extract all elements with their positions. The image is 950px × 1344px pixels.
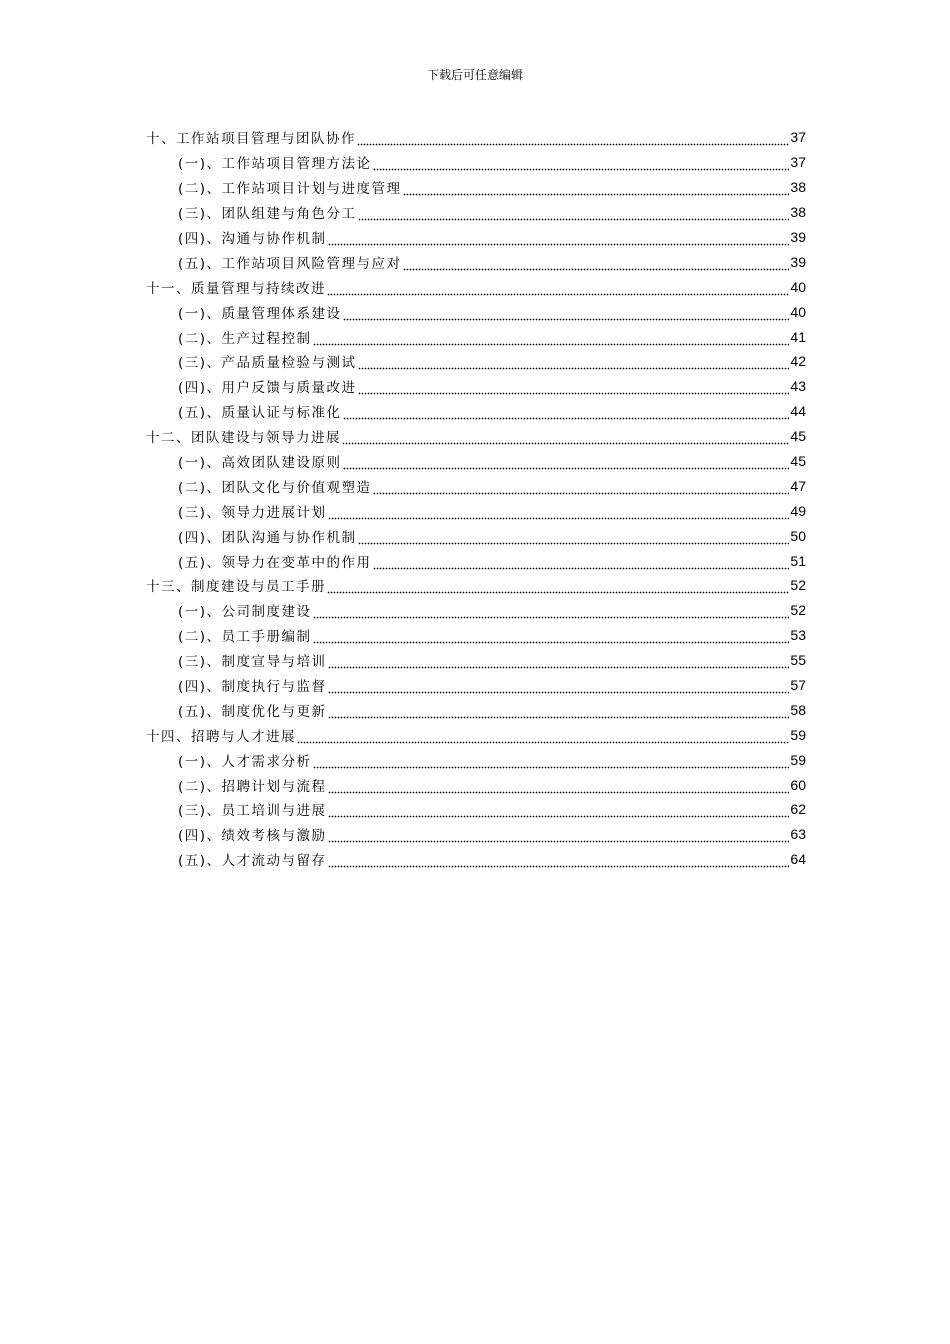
toc-section-entry[interactable]	[146, 822, 806, 847]
toc-section-entry[interactable]	[146, 175, 806, 200]
toc-page-number: 50	[790, 527, 806, 544]
toc-page-number: 49	[790, 502, 806, 519]
toc-dot-leader	[327, 282, 789, 296]
toc-section-entry[interactable]	[146, 324, 806, 349]
toc-section-entry[interactable]	[146, 349, 806, 374]
toc-page-number: 57	[790, 677, 806, 694]
toc-entry-label: 十三、制度建设与员工手册	[146, 579, 326, 596]
page-header: 下载后可任意编辑	[426, 68, 523, 82]
toc-dot-leader	[358, 207, 790, 221]
toc-dot-leader	[343, 406, 790, 420]
toc-entry-label: (三)、产品质量检验与测试	[178, 355, 357, 372]
toc-entry-label: (二)、员工手册编制	[178, 629, 312, 646]
toc-dot-leader	[328, 680, 790, 694]
toc-page-number: 52	[790, 577, 806, 594]
toc-entry-label: (三)、领导力进展计划	[178, 504, 327, 521]
toc-entry-label: (五)、质量认证与标准化	[178, 405, 342, 422]
toc-entry-label: (五)、领导力在变革中的作用	[178, 554, 372, 571]
toc-chapter-entry[interactable]	[146, 722, 806, 747]
toc-entry-label: 十一、质量管理与持续改进	[146, 280, 326, 297]
toc-dot-leader	[403, 182, 790, 196]
toc-chapter-entry[interactable]	[146, 274, 806, 299]
toc-entry-label: (一)、工作站项目管理方法论	[178, 156, 372, 173]
toc-section-entry[interactable]	[146, 150, 806, 175]
toc-dot-leader	[297, 730, 789, 744]
toc-page-number: 44	[790, 403, 806, 420]
toc-entry-label: (一)、高效团队建设原则	[178, 455, 342, 472]
toc-page-number: 58	[790, 701, 806, 718]
table-of-contents	[146, 125, 806, 872]
toc-entry-label: (一)、公司制度建设	[178, 604, 312, 621]
toc-entry-label: (四)、制度执行与监督	[178, 679, 327, 696]
toc-page-number: 37	[790, 129, 806, 146]
toc-entry-label: 十四、招聘与人才进展	[146, 728, 296, 745]
toc-dot-leader	[373, 481, 790, 495]
toc-dot-leader	[343, 307, 790, 321]
toc-page-number: 51	[790, 552, 806, 569]
toc-page-number: 39	[790, 253, 806, 270]
toc-page-number: 40	[790, 278, 806, 295]
toc-section-entry[interactable]	[146, 847, 806, 872]
toc-dot-leader	[358, 356, 790, 370]
toc-section-entry[interactable]	[146, 747, 806, 772]
toc-page-number: 64	[790, 851, 806, 868]
toc-page-number: 55	[790, 652, 806, 669]
toc-section-entry[interactable]	[146, 598, 806, 623]
toc-section-entry[interactable]	[146, 673, 806, 698]
toc-page-number: 45	[790, 428, 806, 445]
toc-entry-label: (五)、制度优化与更新	[178, 703, 327, 720]
toc-dot-leader	[403, 257, 790, 271]
toc-dot-leader	[373, 157, 790, 171]
toc-section-entry[interactable]	[146, 399, 806, 424]
toc-dot-leader	[313, 755, 790, 769]
toc-dot-leader	[358, 381, 790, 395]
toc-section-entry[interactable]	[146, 374, 806, 399]
toc-entry-label: 十、工作站项目管理与团队协作	[146, 131, 356, 148]
toc-dot-leader	[328, 804, 790, 818]
toc-dot-leader	[313, 605, 790, 619]
toc-chapter-entry[interactable]	[146, 424, 806, 449]
toc-entry-label: (一)、人才需求分析	[178, 753, 312, 770]
toc-dot-leader	[343, 456, 790, 470]
toc-page-number: 53	[790, 627, 806, 644]
toc-entry-label: (一)、质量管理体系建设	[178, 305, 342, 322]
toc-page-number: 60	[790, 776, 806, 793]
toc-entry-label: (四)、团队沟通与协作机制	[178, 529, 357, 546]
toc-section-entry[interactable]	[146, 249, 806, 274]
toc-page-number: 40	[790, 303, 806, 320]
toc-page-number: 62	[790, 801, 806, 818]
toc-dot-leader	[313, 332, 790, 346]
toc-entry-label: 十二、团队建设与领导力进展	[146, 430, 341, 447]
toc-page-number: 52	[790, 602, 806, 619]
toc-section-entry[interactable]	[146, 548, 806, 573]
toc-chapter-entry[interactable]	[146, 125, 806, 150]
toc-section-entry[interactable]	[146, 449, 806, 474]
toc-section-entry[interactable]	[146, 498, 806, 523]
toc-section-entry[interactable]	[146, 200, 806, 225]
toc-dot-leader	[357, 132, 789, 146]
toc-page-number: 41	[790, 328, 806, 345]
toc-page-number: 37	[790, 154, 806, 171]
toc-dot-leader	[313, 630, 790, 644]
toc-dot-leader	[328, 506, 790, 520]
toc-entry-label: (四)、绩效考核与激励	[178, 828, 327, 845]
toc-page-number: 45	[790, 453, 806, 470]
toc-entry-label: (五)、人才流动与留存	[178, 853, 327, 870]
toc-section-entry[interactable]	[146, 225, 806, 250]
toc-dot-leader	[328, 854, 790, 868]
toc-entry-label: (二)、团队文化与价值观塑造	[178, 479, 372, 496]
toc-entry-label: (四)、用户反馈与质量改进	[178, 380, 357, 397]
toc-page-number: 59	[790, 726, 806, 743]
toc-entry-label: (三)、团队组建与角色分工	[178, 206, 357, 223]
toc-section-entry[interactable]	[146, 797, 806, 822]
toc-dot-leader	[358, 531, 790, 545]
toc-page-number: 47	[790, 477, 806, 494]
toc-dot-leader	[328, 829, 790, 843]
toc-entry-label: (三)、员工培训与进展	[178, 803, 327, 820]
toc-page-number: 39	[790, 229, 806, 245]
toc-page-number: 63	[790, 826, 806, 843]
toc-page-number: 38	[790, 179, 806, 196]
toc-page-number: 42	[790, 353, 806, 370]
toc-dot-leader	[328, 780, 790, 794]
toc-page-number: 59	[790, 751, 806, 768]
toc-page-number: 43	[790, 378, 806, 395]
toc-entry-label: (二)、招聘计划与流程	[178, 778, 327, 795]
toc-dot-leader	[328, 232, 790, 246]
toc-section-entry[interactable]	[146, 523, 806, 548]
toc-section-entry[interactable]	[146, 299, 806, 324]
toc-dot-leader	[328, 655, 790, 669]
toc-dot-leader	[328, 705, 790, 719]
toc-section-entry[interactable]	[146, 697, 806, 722]
toc-chapter-entry[interactable]	[146, 573, 806, 598]
toc-entry-label: (二)、工作站项目计划与进度管理	[178, 181, 402, 198]
toc-entry-label: (三)、制度宣导与培训	[178, 654, 327, 671]
toc-section-entry[interactable]	[146, 648, 806, 673]
toc-dot-leader	[327, 580, 789, 594]
toc-section-entry[interactable]	[146, 623, 806, 648]
toc-page-number: 38	[790, 204, 806, 221]
toc-section-entry[interactable]	[146, 473, 806, 498]
toc-entry-label: (五)、工作站项目风险管理与应对	[178, 255, 402, 272]
toc-entry-label: (二)、生产过程控制	[178, 330, 312, 347]
toc-dot-leader	[342, 431, 789, 445]
toc-dot-leader	[373, 556, 790, 570]
toc-section-entry[interactable]	[146, 772, 806, 797]
toc-entry-label: (四)、沟通与协作机制	[178, 231, 327, 247]
